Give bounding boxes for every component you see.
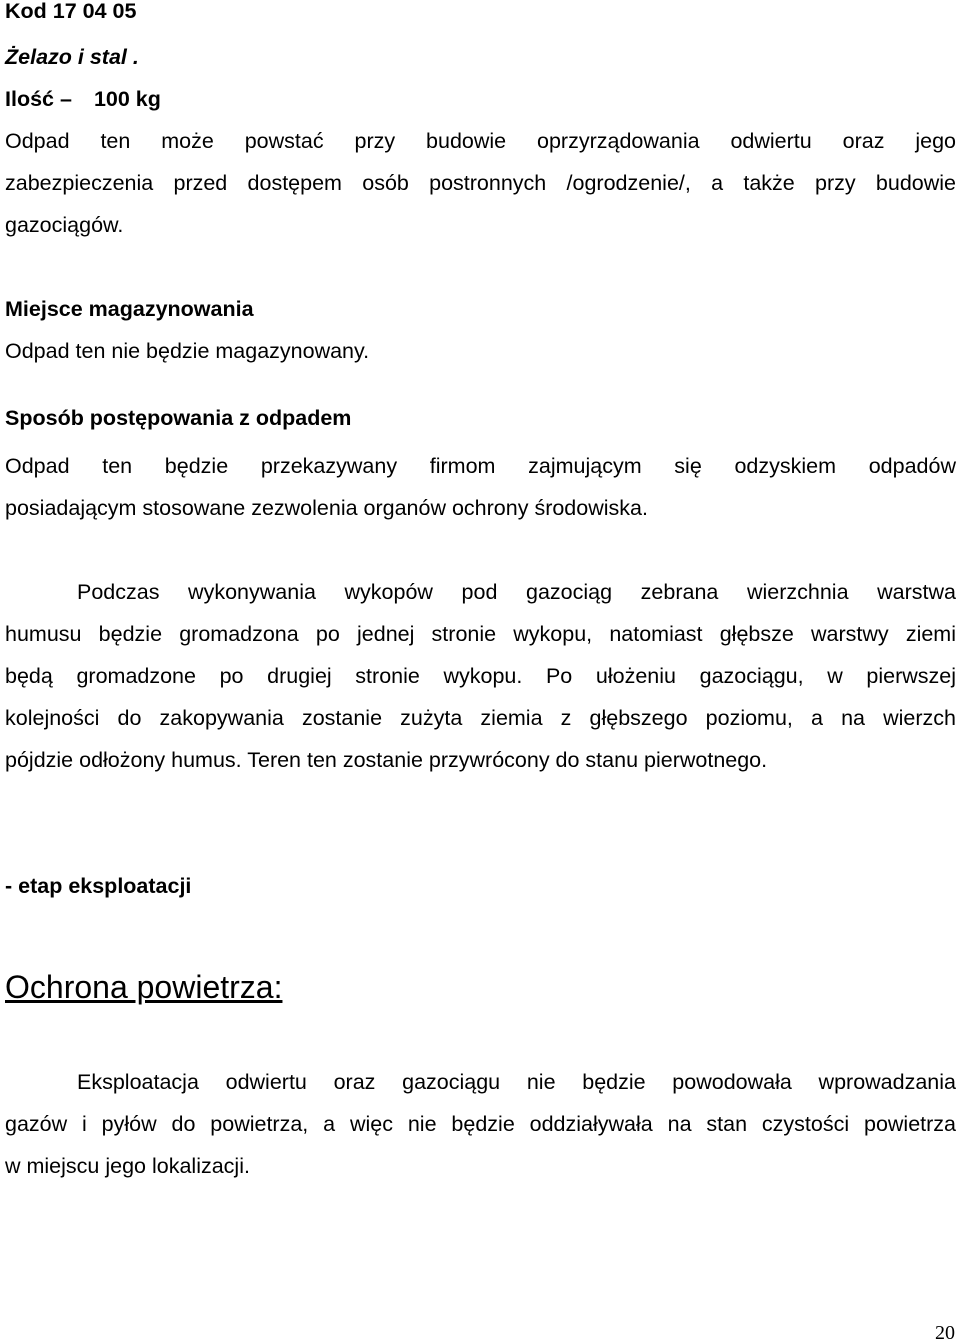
excavation-line-1: Podczas wykonywania wykopów pod gazociąg zebrana wierzchnia warstwa <box>77 580 956 604</box>
operation-stage-heading: - etap eksploatacji <box>5 874 192 898</box>
waste-name: Żelazo i stal . <box>5 45 139 69</box>
quantity-label: Ilość – <box>5 87 72 111</box>
excavation-line-3: będą gromadzone po drugiej stronie wykopu. Po ułożeniu gazociągu, w pierwszej <box>5 664 956 688</box>
description-line-3: gazociągów. <box>5 213 124 237</box>
air-line-3: w miejscu jego lokalizacji. <box>5 1154 250 1178</box>
excavation-line-2: humusu będzie gromadzona po jednej stronie wykopu, natomiast głębsze warstwy ziemi <box>5 622 956 646</box>
page-number: 20 <box>935 1322 955 1344</box>
description-line-2: zabezpieczenia przed dostępem osób postronnych /ogrodzenie/, a także przy budowie <box>5 171 956 195</box>
waste-code: Kod 17 04 05 <box>5 0 137 23</box>
air-protection-heading: Ochrona powietrza: <box>5 969 283 1005</box>
air-line-1: Eksploatacja odwiertu oraz gazociągu nie będzie powodowała wprowadzania <box>77 1070 956 1094</box>
description-line-1: Odpad ten może powstać przy budowie oprzyrządowania odwiertu oraz jego <box>5 129 956 153</box>
storage-text: Odpad ten nie będzie magazynowany. <box>5 339 370 363</box>
storage-heading: Miejsce magazynowania <box>5 297 254 321</box>
handling-line-2: posiadającym stosowane zezwolenia organów ochrony środowiska. <box>5 496 648 520</box>
excavation-line-5: pójdzie odłożony humus. Teren ten zostanie przywrócony do stanu pierwotnego. <box>5 748 768 772</box>
handling-line-1: Odpad ten będzie przekazywany firmom zajmującym się odzyskiem odpadów <box>5 454 956 478</box>
quantity-value: 100 kg <box>93 87 161 111</box>
handling-heading: Sposób postępowania z odpadem <box>5 406 352 430</box>
excavation-line-4: kolejności do zakopywania zostanie zużyta ziemia z głębszego poziomu, a na wierzch <box>5 706 956 730</box>
air-line-2: gazów i pyłów do powietrza, a więc nie będzie oddziaływała na stan czystości powietrza <box>5 1112 956 1136</box>
waste-quantity <box>5 86 161 112</box>
